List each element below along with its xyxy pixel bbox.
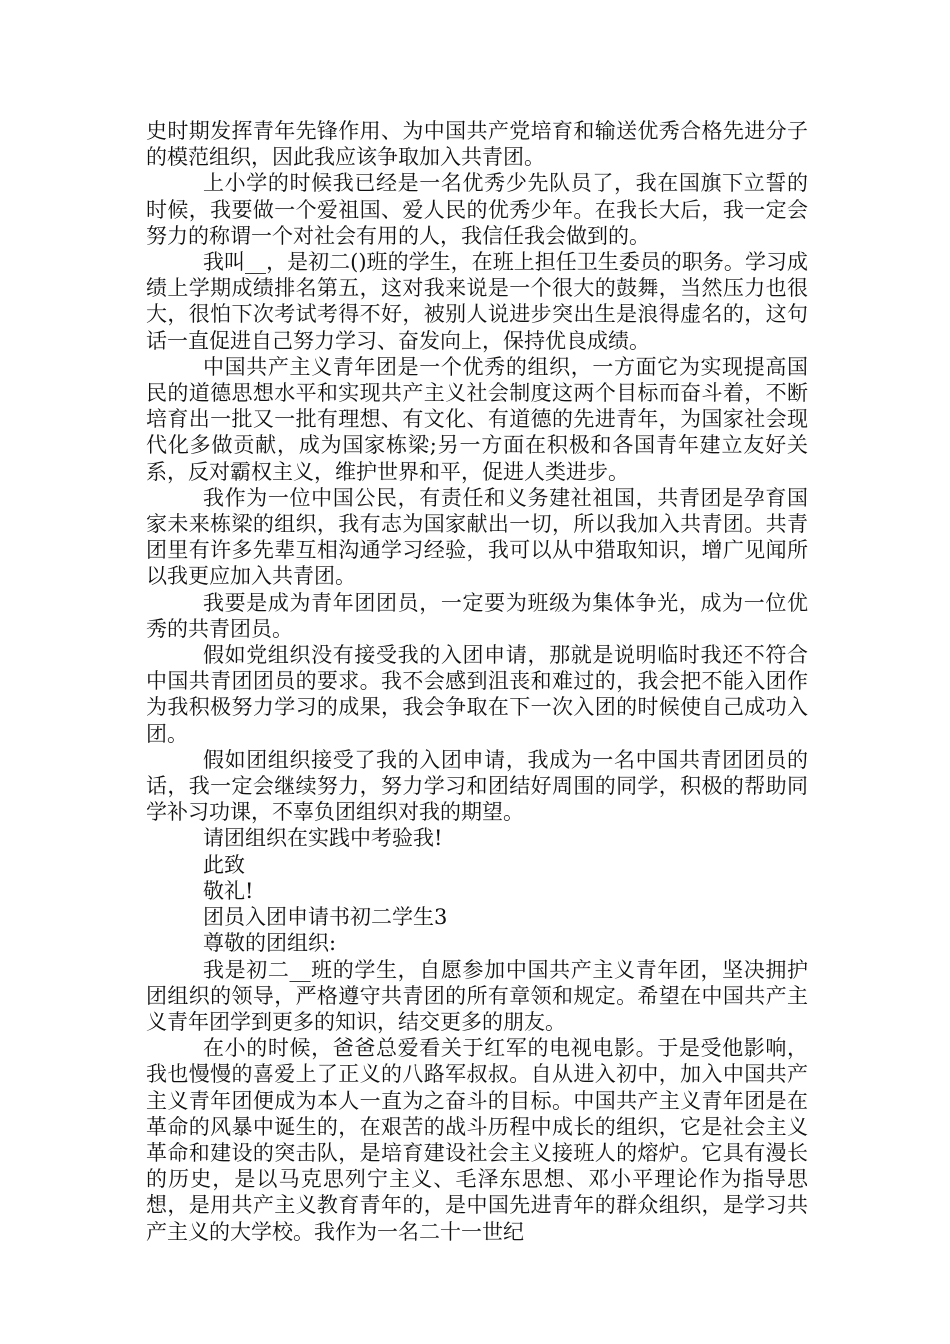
document-body: [146, 118, 808, 1245]
paragraph-1: 史时期发挥青年先锋作用、为中国共产党培育和输送优秀合格先进分子的模范组织，因此我应该争取加入共青团。: [146, 119, 808, 170]
paragraph-8: 假如团组织接受了我的入团申请，我成为一名中国共青团团员的话，我一定会继续努力，努力学习和团结好周围的同学，积极的帮助同学补习功课，不辜负团组织对我的期望。: [146, 747, 808, 825]
letter-greeting: 尊敬的团组织:: [203, 931, 337, 956]
paragraph-10: 在小的时候，爸爸总爱看关于红军的电视电影。于是受他影响，我也慢慢的喜爱上了正义的八路军叔叔。自从进入初中，加入中国共产主义青年团便成为本人一直为之奋斗的目标。中国共产主义青年团是在革命的风暴中诞生的，在艰苦的战斗历程中成长的组织，它是社会主义革命和建设的突击队，是培育建设社会主义接班人的熔炉。它具有漫长的历史，是以马克思列宁主义、毛泽东思想、邓小平理论作为指导思想，是用共产主义教育青年的，是中国先进青年的群众组织，是学习共产主义的大学校。我作为一名二十一世纪: [146, 1036, 808, 1244]
closing-request: 请团组织在实践中考验我!: [203, 826, 443, 851]
closing-salutation: 此致: [203, 852, 245, 877]
paragraph-9: 我是初二__班的学生，自愿参加中国共产主义青年团，坚决拥护团组织的领导，严格遵守共青团的所有章领和规定。希望在中国共产主义青年团学到更多的知识，结交更多的朋友。: [146, 957, 808, 1034]
section-heading: 团员入团申请书初二学生3: [203, 905, 448, 930]
paragraph-3: 我叫__，是初二()班的学生，在班上担任卫生委员的职务。学习成绩上学期成绩排名第五，这对我来说是一个很大的鼓舞，当然压力也很大，很怕下次考试考得不好，被别人说进步突出生是浪得虚名的，这句话一直促进自己努力学习、奋发向上，保持优良成绩。: [146, 250, 808, 353]
paragraph-7: 假如党组织没有接受我的入团申请，那就是说明临时我还不符合中国共青团团员的要求。我不会感到沮丧和难过的，我会把不能入团作为我积极努力学习的成果，我会争取在下一次入团的时候使自己成功入团。: [146, 643, 808, 746]
paragraph-5: 我作为一位中国公民，有责任和义务建社祖国，共青团是孕育国家未来栋梁的组织，我有志为国家献出一切，所以我加入共青团。共青团里有许多先辈互相沟通学习经验，我可以从中猎取知识，增广见闻所以我更应加入共青团。: [146, 485, 808, 589]
closing-regards: 敬礼!: [203, 878, 254, 903]
paragraph-6: 我要是成为青年团团员，一定要为班级为集体争光，成为一位优秀的共青团员。: [146, 590, 808, 641]
paragraph-2: 上小学的时候我已经是一名优秀少先队员了，我在国旗下立誓的时候，我要做一个爱祖国、爱人民的优秀少年。在我长大后，我一定会努力的称谓一个对社会有用的人，我信任我会做到的。: [146, 171, 808, 248]
paragraph-4: 中国共产主义青年团是一个优秀的组织，一方面它为实现提高国民的道德思想水平和实现共产主义社会制度这两个目标而奋斗着，不断培育出一批又一批有理想、有文化、有道德的先进青年，为国家社会现代化多做贡献，成为国家栋梁;另一方面在积极和各国青年建立友好关系，反对霸权主义，维护世界和平，促进人类进步。: [146, 354, 808, 484]
